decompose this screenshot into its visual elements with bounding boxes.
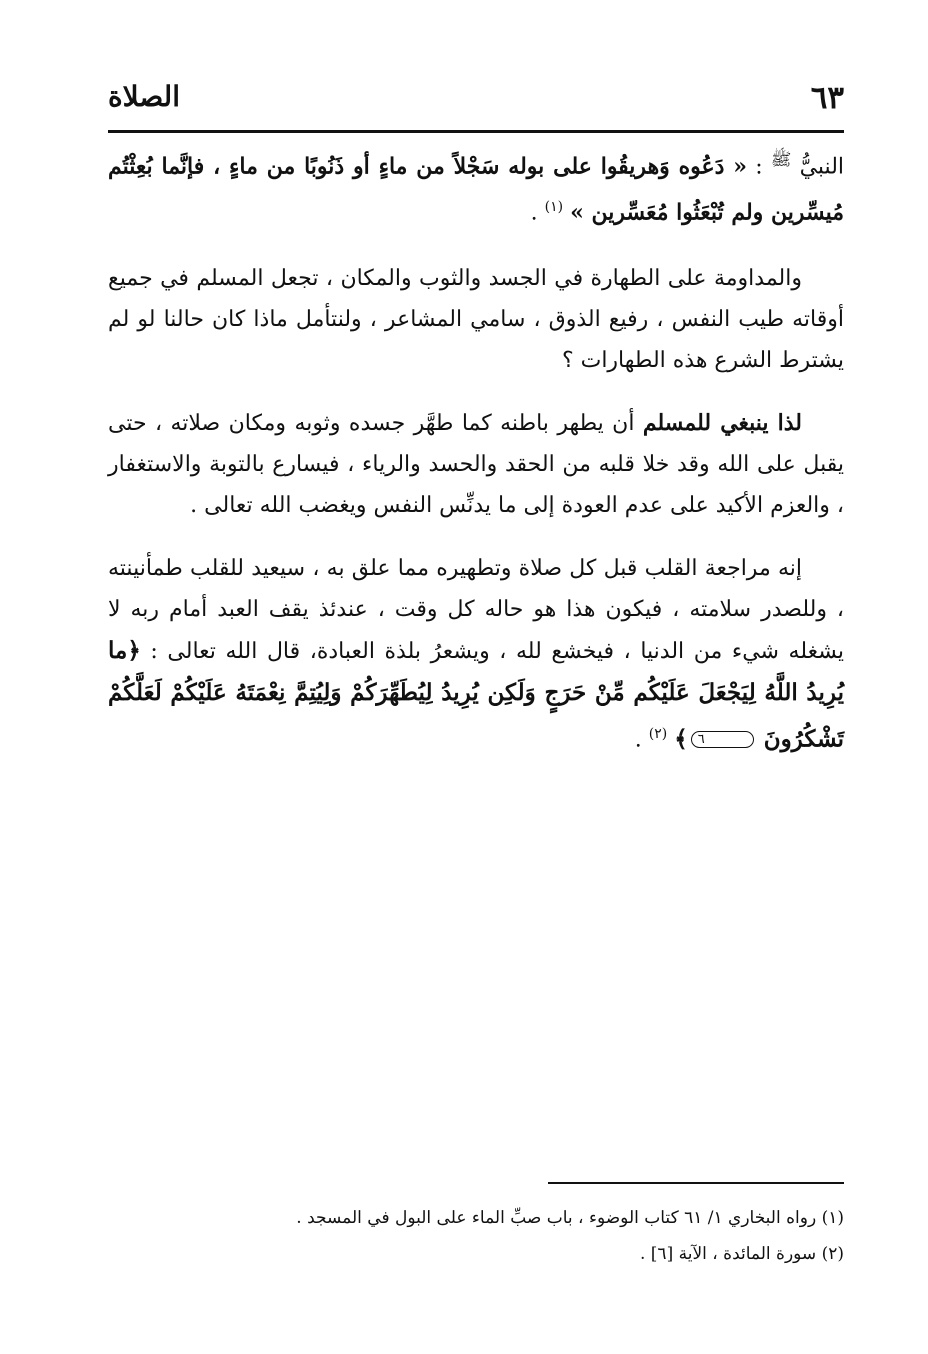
- paragraph-inner-purity: [108, 403, 844, 526]
- hadith-colon: :: [747, 154, 771, 180]
- footnote-ref-1: (١): [544, 199, 564, 216]
- paragraph-heart-review: [108, 548, 844, 760]
- paragraph-purity: [108, 258, 844, 381]
- header-divider: [108, 130, 844, 133]
- main-text: [108, 140, 844, 782]
- footnote-1: (١) رواه البخاري ١/ ٦١ كتاب الوضوء ، باب صبِّ الماء على البول في المسجد .: [296, 1208, 844, 1228]
- paragraph-hadith: [108, 140, 844, 234]
- paragraph-heart-review-text: إنه مراجعة القلب قبل كل صلاة وتطهيره مما علق به ، سيعيد للقلب طمأنينته ، وللصدر سلامته ، فيكون هذا هو حاله كل وقت ، عندئذ يقف العبد أمام ربه لا يشغله شيء من الدنيا ، فيخشع لله ، ويشعرُ بلذة العبادة، قال الله تعالى :: [108, 555, 844, 664]
- salutation-ligature: ﷺ: [770, 150, 792, 170]
- hadith-end: .: [530, 200, 545, 226]
- running-title: الصلاة: [108, 80, 180, 113]
- page-number: ٦٣: [810, 80, 844, 116]
- footnotes: [108, 1200, 844, 1272]
- footnote-ref-2: (٢): [648, 725, 668, 742]
- quran-verse: ﴿ما يُرِيدُ اللَّهُ لِيَجْعَلَ عَلَيْكُم مِّنْ حَرَجٍ وَلَكِن يُرِيدُ لِيُطَهِّرَكُمْ وَلِيُتِمَّ نِعْمَتَهُ عَلَيْكُمْ لَعَلَّكُمْ تَشْكُرُونَ: [108, 636, 844, 752]
- footnote-divider: [548, 1182, 844, 1184]
- hadith-quote: « دَعُوه وَهريقُوا على بوله سَجْلاً من ماءٍ أو ذَنُوبًا من ماءٍ ، فإنَّما بُعِثْتُم مُيسِّرين ولم تُبْعَثُوا مُعَسِّرين »: [108, 153, 844, 226]
- ayah-number-marker: ٦: [691, 731, 754, 748]
- paragraph-inner-purity-text: أن يطهر باطنه كما طهَّر جسده وثوبه ومكان صلاته ، حتى يقبل على الله وقد خلا قلبه من الحقد والحسد والرياء ، فيسارع بالتوبة والاستغفار ، والعزم الأكيد على عدم العودة إلى ما يدنِّس النفس ويغضب الله تعالى .: [108, 410, 844, 518]
- hadith-intro: النبيُّ: [799, 154, 845, 180]
- page-header: [108, 76, 844, 126]
- paragraph-purity-text: والمداومة على الطهارة في الجسد والثوب والمكان ، تجعل المسلم في جميع أوقاته طيب النفس ، رفيع الذوق ، سامي المشاعر ، ولنتأمل ماذا كان حالنا لو لم يشترط الشرع هذه الطهارات ؟: [108, 265, 844, 373]
- paragraph-lead: لذا ينبغي للمسلم: [642, 409, 802, 436]
- footnote-2: (٢) سورة المائدة ، الآية [٦] .: [639, 1244, 844, 1264]
- verse-end: .: [634, 726, 649, 752]
- verse-close-bracket: ﴾: [674, 724, 688, 752]
